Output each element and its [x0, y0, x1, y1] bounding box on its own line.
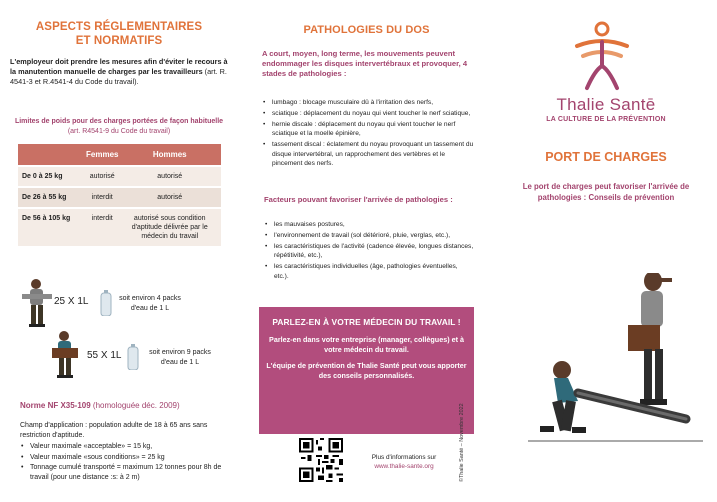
list-item: • les mauvaises postures, [264, 220, 474, 229]
table-cell-women: autorisé [86, 166, 118, 187]
list-item: • hernie discale : déplacement du noyau qui vient toucher le nerf sciatique et la moelle épinière, [262, 120, 477, 139]
pathologies-panel [254, 0, 479, 502]
list-item: • lumbago : blocage musculaire dû à l'irritation des nerfs, [262, 98, 477, 107]
doctor-callout-box [259, 307, 474, 434]
water-bottle-icon [127, 344, 139, 370]
pathologies-title: PATHOLOGIES DU DOS [303, 24, 430, 36]
more-info [349, 453, 459, 471]
list-item: • Tonnage cumulé transporté = maximum 12 tonnes pour 8h de travail (pour une distance :s: à 2 m) [20, 463, 234, 482]
regulation-title [8, 20, 230, 48]
worker-carrying-small-illustration [18, 277, 58, 332]
table-cell-women: interdit [86, 187, 118, 208]
table-cell-range: De 26 à 55 kg [18, 187, 86, 208]
brand-tagline: LA CULTURE DE LA PRÉVENTION [546, 116, 666, 123]
weight-limits-title [8, 117, 230, 137]
pack2-multiplier: 55 X 1L [87, 350, 122, 361]
table-cell-range: De 0 à 25 kg [18, 166, 86, 187]
table-header-men: Hommes [118, 144, 221, 166]
table-row [18, 187, 221, 208]
table-header-women: Femmes [86, 144, 118, 166]
cover-subtitle: Le port de charges peut favoriser l'arrivée de pathologies : Conseils de prévention [522, 182, 690, 202]
table-cell-men: autorisé [118, 166, 221, 187]
qr-code-icon[interactable] [299, 438, 343, 482]
employer-obligation-bold: L'employeur doit prendre les mesures afin d'éviter le recours à la manutention manuelle de charges par les travailleurs [10, 57, 228, 76]
table-cell-men: autorisé [118, 187, 221, 208]
list-item: • sciatique : déplacement du noyau qui vient toucher le nerf sciatique, [262, 109, 477, 118]
norme-scope: Champ d'application : population adulte de 18 à 65 ans sans restriction d'aptitude. [20, 422, 208, 439]
cover-title: PORT DE CHARGES [545, 150, 667, 164]
norme-values-list [20, 442, 234, 482]
table-row [18, 166, 221, 187]
norme-details [20, 421, 234, 483]
employer-obligation-ref: (art. R. 4541-3 et R.4541-4 du Code du travail). [10, 67, 227, 86]
workers-lifting-illustration [528, 273, 703, 445]
regulation-title-line2: ET NORMATIFS [75, 35, 163, 47]
norme-title [20, 401, 180, 410]
weight-limits-ref: (art. R4541-9 du Code du travail) [67, 128, 171, 135]
factors-title: Facteurs pouvant favoriser l'arrivée de pathologies : [264, 195, 453, 204]
pack2-equivalence: soit environ 9 packs d'eau de 1 L [149, 349, 211, 366]
list-item: • l'environnement de travail (sol détérioré, pluie, verglas, etc.), [264, 231, 474, 240]
pack1-multiplier: 25 X 1L [54, 296, 89, 307]
brand-name: Thalie Santē [556, 95, 656, 114]
callout-text-1: Parlez-en dans votre entreprise (manager, collègues) et à votre médecin du travail. [269, 335, 464, 354]
weight-limits-table [18, 144, 221, 246]
list-item: • Valeur maximale «sous conditions» = 25 kg [20, 453, 234, 463]
table-header-blank [18, 144, 86, 166]
table-cell-range: De 56 à 105 kg [18, 208, 86, 246]
table-header-row [18, 144, 221, 166]
regulation-title-line1: ASPECTS RÉGLEMENTAIRES [35, 21, 203, 33]
callout-title: PARLEZ-EN À VOTRE MÉDECIN DU TRAVAIL ! [272, 317, 461, 327]
list-item: • Valeur maximale «acceptable» = 15 kg, [20, 442, 234, 452]
table-cell-women: interdit [86, 208, 118, 246]
pack1-equivalence: soit environ 4 packs d'eau de 1 L [119, 295, 181, 312]
thalie-sante-logo-icon [557, 18, 647, 93]
weight-limits-heading: Limites de poids pour des charges portées de façon habituelle [14, 118, 224, 125]
norme-homologation: (homologuée déc. 2009) [90, 401, 180, 410]
factors-list [264, 220, 474, 282]
list-item: • les caractéristiques individuelles (âge, pathologies éventuelles, etc.). [264, 262, 474, 281]
regulation-panel [8, 0, 230, 502]
worker-carrying-box-illustration [46, 330, 86, 382]
callout-text-2: L'équipe de prévention de Thalie Santé peut vous apporter des conseils personnalisés. [266, 361, 467, 380]
list-item: • tassement discal : éclatement du noyau provoquant un tassement du disque intervertébral, un rapprochement des vertèbres et le pincement des nerfs. [262, 140, 477, 168]
website-link[interactable]: www.thalie-sante.org [374, 463, 434, 470]
list-item: • les caractéristiques de l'activité (cadence élevée, longues distances, répétitivité, etc.), [264, 242, 474, 261]
water-bottle-icon [100, 290, 112, 316]
copyright-vertical: ©Thalie Santé – Novembre 2022 [459, 403, 465, 482]
pathologies-intro: A court, moyen, long terme, les mouvements peuvent endommager les disques intervertébraux et provoquer, 4 stades de pathologies : [262, 49, 468, 78]
table-row [18, 208, 221, 246]
employer-obligation-text [10, 57, 228, 87]
pathologies-list [262, 98, 477, 170]
cover-panel [500, 0, 712, 502]
norme-name: Norme NF X35-109 [20, 401, 91, 410]
table-cell-men: autorisé sous condition d'aptitude délivrée par le médecin du travail [118, 208, 221, 246]
more-info-label: Plus d'informations sur [371, 454, 437, 461]
